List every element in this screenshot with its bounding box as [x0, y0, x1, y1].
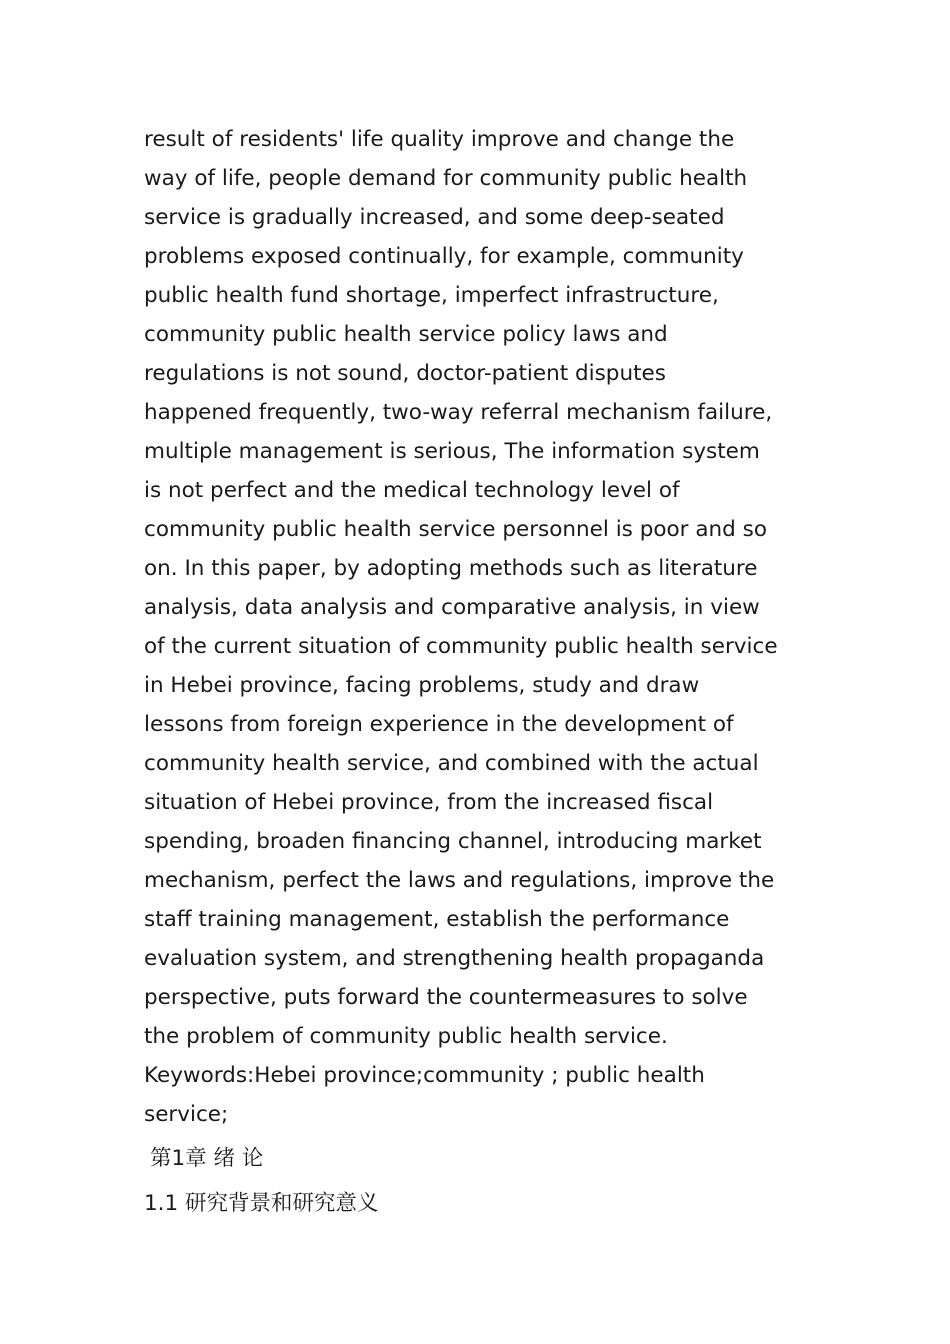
abstract-line: regulations is not sound, doctor-patient disputes — [144, 361, 666, 386]
abstract-line: service is gradually increased, and some deep-seated — [144, 205, 725, 230]
abstract-line: community public health service personnel is poor and so — [144, 517, 767, 542]
abstract-line: multiple management is serious, The information system — [144, 439, 760, 464]
abstract-line: community public health service policy laws and — [144, 322, 668, 347]
keywords-line: Keywords:Hebei province;community ; public health — [144, 1063, 705, 1088]
abstract-line: happened frequently, two-way referral mechanism failure, — [144, 400, 773, 425]
abstract-line: situation of Hebei province, from the increased fiscal — [144, 790, 714, 815]
abstract-line: on. In this paper, by adopting methods such as literature — [144, 556, 758, 581]
abstract-line: in Hebei province, facing problems, study and draw — [144, 673, 700, 698]
abstract-line: of the current situation of community public health service — [144, 634, 778, 659]
section-heading: 1.1 研究背景和研究意义 — [144, 1191, 379, 1216]
abstract-line: the problem of community public health service. — [144, 1024, 668, 1049]
abstract-line: evaluation system, and strengthening health propaganda — [144, 946, 765, 971]
abstract-line: way of life, people demand for community public health — [144, 166, 748, 191]
keywords-line: service; — [144, 1102, 229, 1127]
keywords — [144, 1056, 824, 1134]
abstract-line: staff training management, establish the performance — [144, 907, 730, 932]
abstract-line: public health fund shortage, imperfect infrastructure, — [144, 283, 719, 308]
document-content — [144, 120, 824, 1226]
abstract-line: result of residents' life quality improve and change the — [144, 127, 735, 152]
abstract-line: community health service, and combined with the actual — [144, 751, 759, 776]
abstract-line: mechanism, perfect the laws and regulations, improve the — [144, 868, 775, 893]
abstract-line: is not perfect and the medical technology level of — [144, 478, 680, 503]
chapter-heading: 第1章 绪 论 — [150, 1146, 264, 1171]
abstract-line: lessons from foreign experience in the development of — [144, 712, 734, 737]
abstract-line: spending, broaden financing channel, introducing market — [144, 829, 762, 854]
abstract-line: problems exposed continually, for example, community — [144, 244, 744, 269]
abstract-line: perspective, puts forward the countermeasures to solve — [144, 985, 748, 1010]
abstract-body — [144, 120, 824, 1056]
abstract-line: analysis, data analysis and comparative analysis, in view — [144, 595, 760, 620]
